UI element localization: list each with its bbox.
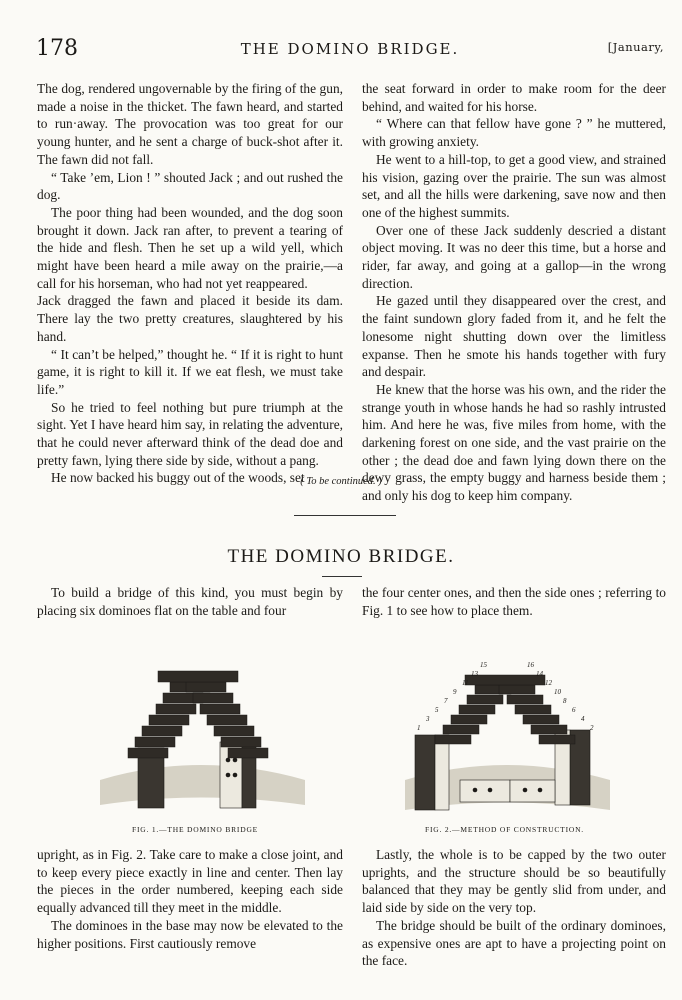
domino-block [214, 726, 254, 736]
paragraph: Lastly, the whole is to be capped by the two outer uprights, and the structure should be so beautifully balanced that they may be gently slid from under, and laid side by side on the very top. [362, 847, 666, 916]
domino-block [515, 705, 551, 714]
paragraph: So he tried to feel nothing but pure triumph at the sight. Yet I have heard him say, in relating the adventure, that he could never afterward think of the dead doe and pretty fawn, lying there side by side, without a pang. [37, 399, 343, 468]
construction-step-number: 15 [480, 661, 487, 669]
paragraph: The poor thing had been wounded, and the dog soon brought it down. Jack ran after, to prevent a tearing of the hide and flesh. Then he set up a wild yell, which might have been heard a mile away on the prairie,—a call for his horseman, who had not yet reappeared. [37, 204, 343, 291]
story-column-left [37, 80, 343, 487]
paragraph: He went to a hill-top, to get a good view, and strained his vision, gazing over the prairie. The sun was almost set, and all the hills were darkening, save now and then one of the highest summits. [362, 151, 666, 220]
article-title: THE DOMINO BRIDGE. [227, 546, 455, 567]
domino-block [451, 715, 487, 724]
construction-method-illustration [385, 640, 630, 820]
running-title: THE DOMINO BRIDGE. [240, 40, 460, 58]
construction-step-number: 1 [417, 724, 421, 732]
paragraph: “ It can’t be helped,” thought he. “ If it is right to hunt game, it is right to kill it. If we eat flesh, we must take life.” [37, 346, 343, 397]
domino-block [467, 695, 503, 704]
paragraph: Over one of these Jack suddenly descried a distant object moving. It was no deer this time, but a horse and rider, far away, and going at a gallop—in the wrong direction. [362, 222, 666, 291]
construction-step-number: 13 [471, 670, 478, 678]
domino-block [156, 704, 196, 714]
construction-step-number: 11 [462, 679, 469, 687]
domino-block [459, 705, 495, 714]
paragraph: the four center ones, and then the side ones ; referring to Fig. 1 to see how to place them. [362, 585, 666, 618]
construction-step-number: 14 [536, 670, 543, 678]
construction-step-number: 8 [563, 697, 567, 705]
domino-block [523, 715, 559, 724]
domino-block [135, 737, 175, 747]
paragraph: Jack dragged the fawn and placed it beside its dam. There lay the two pretty creatures, slaughtered by his hand. [37, 293, 343, 344]
domino-block [499, 685, 535, 694]
article-column-left [37, 846, 343, 952]
title-rule [322, 576, 362, 577]
domino-block [128, 748, 168, 758]
article-intro-right [362, 584, 666, 619]
construction-step-number: 5 [435, 706, 439, 714]
construction-step-number: 12 [545, 679, 552, 687]
domino-block [531, 725, 567, 734]
section-divider [294, 515, 396, 516]
figure-1-caption: FIG. 1.—THE DOMINO BRIDGE [132, 825, 259, 834]
domino-block [149, 715, 189, 725]
construction-step-number: 4 [581, 715, 585, 723]
domino-block [443, 725, 479, 734]
paragraph: He now backed his buggy out of the woods, set [51, 470, 305, 486]
domino-block [435, 735, 471, 744]
figure-2-caption: FIG. 2.—METHOD OF CONSTRUCTION. [425, 825, 584, 834]
domino-bridge-illustration [80, 630, 320, 820]
paragraph: The dog, rendered ungovernable by the firing of the gun, made a noise in the thicket. The fawn heard, and started to run·away. The provocation was too great for our young hunter, and he sent a charge of buck-shot after it. The fawn did not fall. [37, 81, 343, 167]
domino-block [142, 726, 182, 736]
paragraph: “ Where can that fellow have gone ? ” he muttered, with growing anxiety. [362, 116, 666, 150]
construction-step-number: 6 [572, 706, 576, 714]
article-column-right [362, 846, 666, 970]
domino-cap [158, 671, 238, 682]
running-month: [January, [607, 40, 664, 54]
domino-block [539, 735, 575, 744]
construction-step-number: 3 [426, 715, 430, 723]
domino-block [186, 682, 226, 692]
domino-block [193, 693, 233, 703]
construction-step-number: 7 [444, 697, 448, 705]
page-number: 178 [36, 36, 78, 61]
paragraph: the seat forward in order to make room for the deer behind, and waited for his horse. [362, 81, 666, 114]
to-be-continued-note: ( To be continued. ) [300, 476, 382, 487]
construction-step-number: 16 [527, 661, 534, 669]
domino-block [507, 695, 543, 704]
story-column-right [362, 80, 666, 505]
domino-block [228, 748, 268, 758]
paragraph: He knew that the horse was his own, and the rider the strange youth in whose hands he had so rashly intrusted him. And here he was, five miles from home, with the darkening forest on one side, and the vast prairie on the other ; the dead doe and fawn lying down there on the dewy grass, the empty buggy and harness beside them ; and only his dog to keep him company. [362, 381, 666, 504]
construction-step-number: 2 [590, 724, 594, 732]
paragraph: He gazed until they disappeared over the crest, and the faint sundown glory faded from it, and he felt the lonesome night shutting down over the limitless expanse. Then he smote his hands together with fury and despair. [362, 293, 666, 380]
paragraph: The bridge should be built of the ordinary dominoes, as expensive ones are apt to have a projecting point on the face. [362, 917, 666, 969]
paragraph: “ Take ’em, Lion ! ” shouted Jack ; and out rushed the dog. [37, 169, 343, 203]
domino-block [200, 704, 240, 714]
running-head [36, 32, 664, 61]
paragraph: upright, as in Fig. 2. Take care to make a close joint, and to keep every piece exactly in line and center. Then lay the pieces in the order numbered, keeping each side equally advanced till they meet in the middle. [37, 847, 343, 916]
paragraph: The dominoes in the base may now be elevated to the higher positions. First cautiously remove [37, 917, 343, 951]
construction-step-number: 10 [554, 688, 561, 696]
paragraph: To build a bridge of this kind, you must begin by placing six dominoes flat on the table and four [37, 585, 343, 618]
domino-block [221, 737, 261, 747]
construction-step-number: 9 [453, 688, 457, 696]
article-intro-left [37, 584, 343, 619]
domino-block [207, 715, 247, 725]
